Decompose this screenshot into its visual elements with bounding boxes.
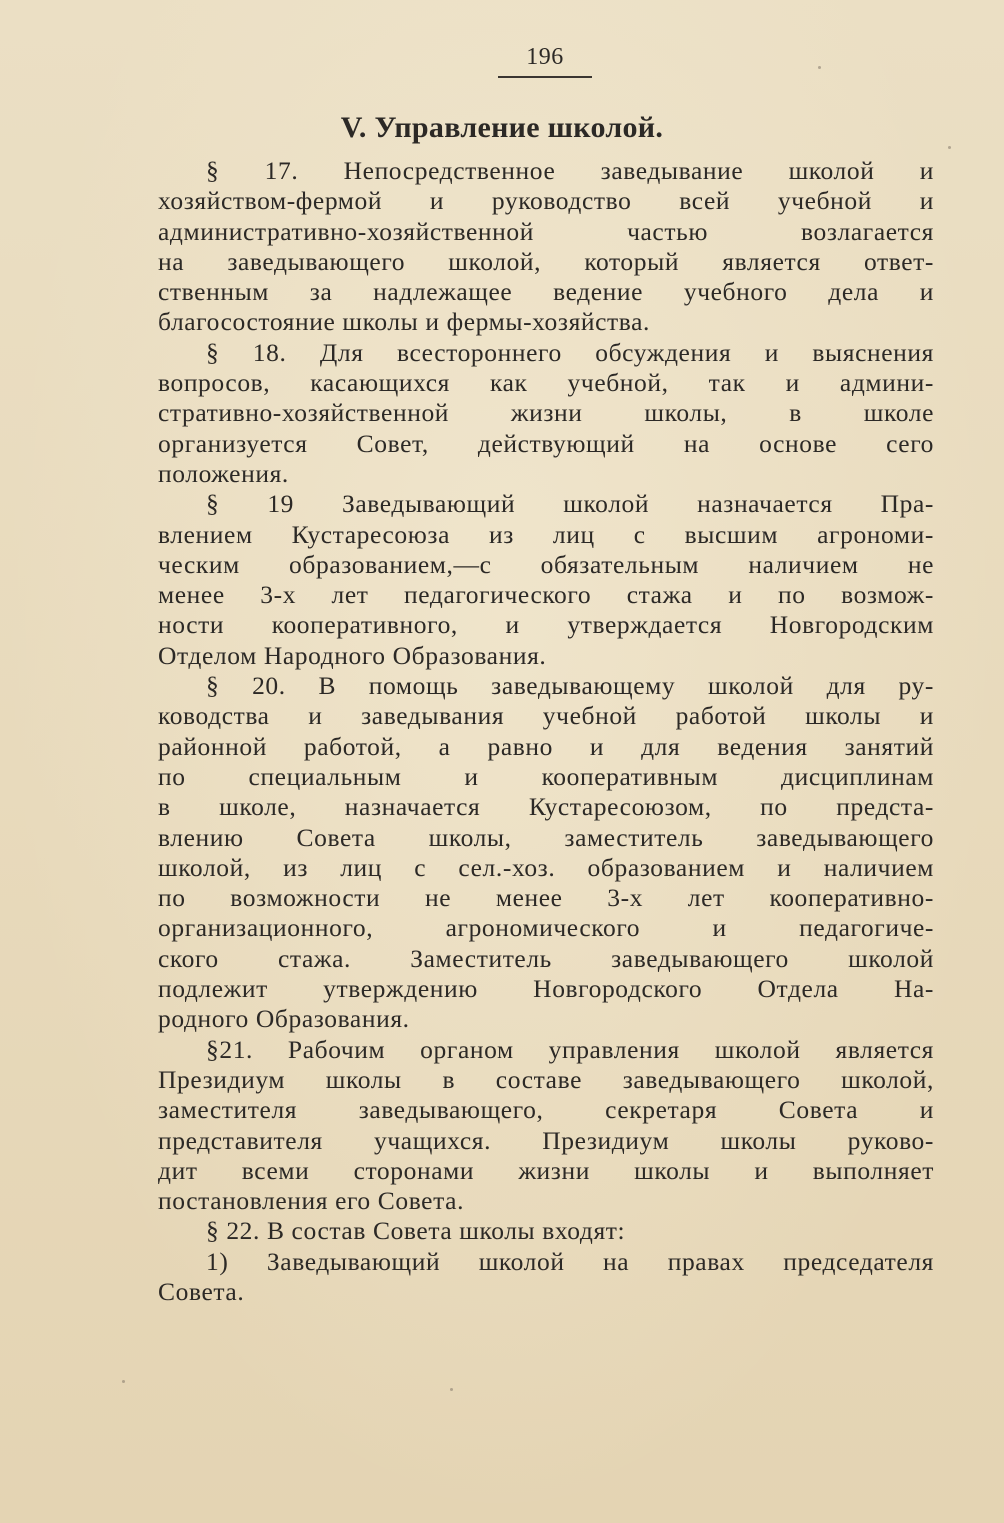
text-line: ского стажа. Заместитель заведывающего школой	[158, 943, 934, 973]
text-line: школой, из лиц с сел.-хоз. образованием и наличием	[158, 852, 934, 882]
text-line: § 18. Для всестороннего обсуждения и выяснения	[206, 337, 934, 367]
text-line: постановления его Совета.	[158, 1186, 465, 1216]
text-line: § 19 Заведывающий школой назначается Пра-	[206, 489, 934, 519]
text-line: §21. Рабочим органом управления школой является	[206, 1034, 934, 1064]
text-line: стративно-хозяйственной жизни школы, в школе	[158, 398, 934, 428]
paper-speck	[818, 66, 821, 69]
text-line: по возможности не менее 3-х лет кооперативно-	[158, 883, 934, 913]
text-line: 1) Заведывающий школой на правах председателя	[206, 1246, 934, 1276]
text-line: в школе, назначается Кустаресоюзом, по предста-	[158, 792, 934, 822]
page-number: 196	[526, 44, 564, 70]
text-line: организационного, агрономического и педагогиче-	[158, 913, 934, 943]
text-line: влению Совета школы, заместитель заведывающего	[158, 822, 934, 852]
text-line: ственным за надлежащее ведение учебного дела и	[158, 277, 934, 307]
text-line: ности кооперативного, и утверждается Новгородским	[158, 610, 934, 640]
text-line: § 17. Непосредственное заведывание школой и	[206, 156, 934, 185]
text-line: районной работой, а равно и для ведения занятий	[158, 731, 934, 761]
text-line: представителя учащихся. Президиум школы руково-	[158, 1125, 934, 1155]
text-line: влением Кустаресоюза из лиц с высшим агрономи-	[158, 519, 934, 549]
text-line: на заведывающего школой, который является ответ-	[158, 246, 934, 276]
text-line: дит всеми сторонами жизни школы и выполняет	[158, 1155, 934, 1185]
text-line: Совета.	[158, 1276, 245, 1306]
body-text	[158, 156, 934, 1307]
text-line: благосостояние школы и фермы-хозяйства.	[158, 307, 650, 337]
paper-speck	[948, 146, 951, 149]
page-number-rule	[498, 76, 592, 78]
text-line: заместителя заведывающего, секретаря Совета и	[158, 1095, 934, 1125]
text-line: ководства и заведывания учебной работой школы и	[158, 701, 934, 731]
text-line: Отделом Народного Образования.	[158, 640, 547, 670]
text-line: ческим образованием,—с обязательным наличием не	[158, 549, 934, 579]
section-heading: V. Управление школой.	[340, 111, 664, 144]
text-line: по специальным и кооперативным дисциплинам	[158, 761, 934, 791]
text-line: вопросов, касающихся как учебной, так и админи-	[158, 368, 934, 398]
text-line: подлежит утверждению Новгородского Отдела На-	[158, 974, 934, 1004]
text-line: менее 3-х лет педагогического стажа и по возмож-	[158, 580, 934, 610]
text-line: организуется Совет, действующий на основе сего	[158, 428, 934, 458]
text-line: § 20. В помощь заведывающему школой для ру-	[206, 671, 934, 701]
text-line: хозяйством-фермой и руководство всей учебной и	[158, 186, 934, 216]
text-line: § 22. В состав Совета школы входят:	[206, 1216, 626, 1246]
paper-speck	[122, 1380, 125, 1383]
text-line: административно-хозяйственной частью возлагается	[158, 216, 934, 246]
text-line: Президиум школы в составе заведывающего школой,	[158, 1064, 934, 1094]
text-line: родного Образования.	[158, 1004, 410, 1034]
paper-speck	[450, 1388, 453, 1391]
text-line: положения.	[158, 458, 289, 488]
